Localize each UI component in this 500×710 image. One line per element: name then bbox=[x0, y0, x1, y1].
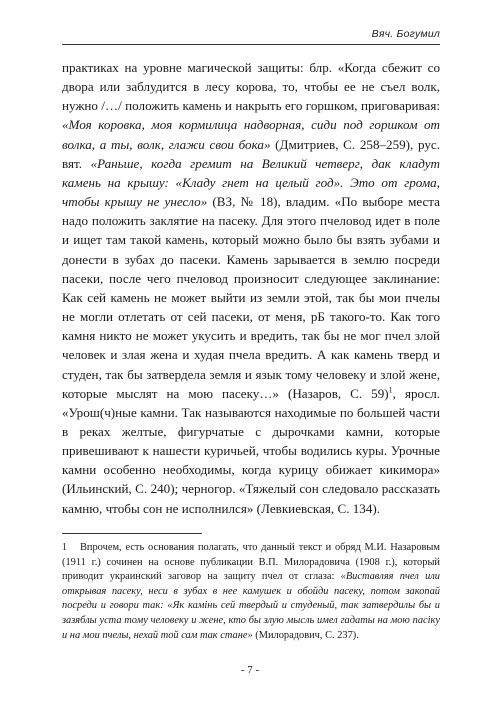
text-run: (ВЗ, № 18), владим. «По выборе места надо положить заклятие на пасеку. Для этого пчеловод идет в поле и ищет там такой камень, который можно было бы взять зубами и донести в зубах до пасеки. Камень зарывается в землю посреди пасеки, после чего пчеловод произносит следующее заклинание: Как сей камень не может выйти из земли этой, так бы мои пчелы не могли отлетать от сей пасеки, от меня, рБ такого-то. Как того камня никто не может укусить и вредить, так бы не мог пчел злой человек и злая жена и худая пчела вредить. А как камень тверд и студен, так бы затвердела земля и язык тому человеку и злой жене, которые мыслят на мою пасеку…» (Назаров, С. 59) bbox=[62, 194, 440, 401]
footnote-mark: 1 bbox=[62, 542, 67, 553]
main-paragraph bbox=[62, 58, 440, 518]
header-rule bbox=[62, 44, 440, 45]
footnote-reference: 1 bbox=[388, 385, 393, 395]
footnote-separator bbox=[62, 533, 202, 534]
text-run: , яросл. «Урош(ч)ные камни. Так называются находимые по большей части в реках желтые, фигурчатые с дырочками камни, которые привешивают к нашести куричьей, чтобы водились куры. Урочные камни особенно необходимы, когда курицу обижает кикимора» (Ильинский, С. 240); черногор. «Тяжелый сон следовало рассказать камню, чтобы сон не исполнился» (Левкиевская, С. 134). bbox=[62, 385, 441, 516]
text-run: (Милорадович, С. 237). bbox=[252, 629, 359, 641]
footnote-text bbox=[62, 542, 440, 641]
text-run: практиках на уровне магической защиты: блр. «Когда сбежит со двора или заблудится в лесу корова, то, чтобы ее не съел волк, нужно /…/ положить камень и накрыть его горшком, приговаривая: bbox=[62, 60, 440, 114]
running-title: Вяч. Богумил bbox=[371, 28, 440, 40]
main-text bbox=[62, 58, 440, 518]
italic-quote: «Моя коровка, моя кормилица надворная, сиди под горшком от волка, а ты, волк, глажи свои бока» bbox=[62, 117, 440, 152]
italic-quote: «Раньше, когда гремит на Великий четверг, дак кладут камень на крышу: «Кладу гнет на целый год». Это от грома, чтобы крышу не унесло» bbox=[62, 155, 440, 210]
text-run: (Дмитриев, С. 258–259), рус. вят. bbox=[62, 136, 441, 171]
running-header bbox=[62, 20, 440, 42]
footnote bbox=[62, 541, 440, 643]
text-run: Впрочем, есть основания полагать, что данный текст и обряд М.И. Назаровым (1911 г.) сочинен на основе публикации В.П. Милорадовича (1908 г.), который приводит украинский заговор на защиту пчел от сглаза: bbox=[62, 542, 440, 583]
italic-quote: «Виставляя пчел или открывая пасеку, неси в зубах в нее камушек и обойди пасеку, потом закопай посреди и говори так: «Як камiнь сей твердый и студеный, так затвердилы бы и зазяблы уста тому человеку и жене, кто бы злую мысль имел гадаты на мою пасiку и на мои пчелы, нехай той сам так стане» bbox=[62, 571, 440, 641]
page-number: - 7 - bbox=[240, 664, 260, 676]
